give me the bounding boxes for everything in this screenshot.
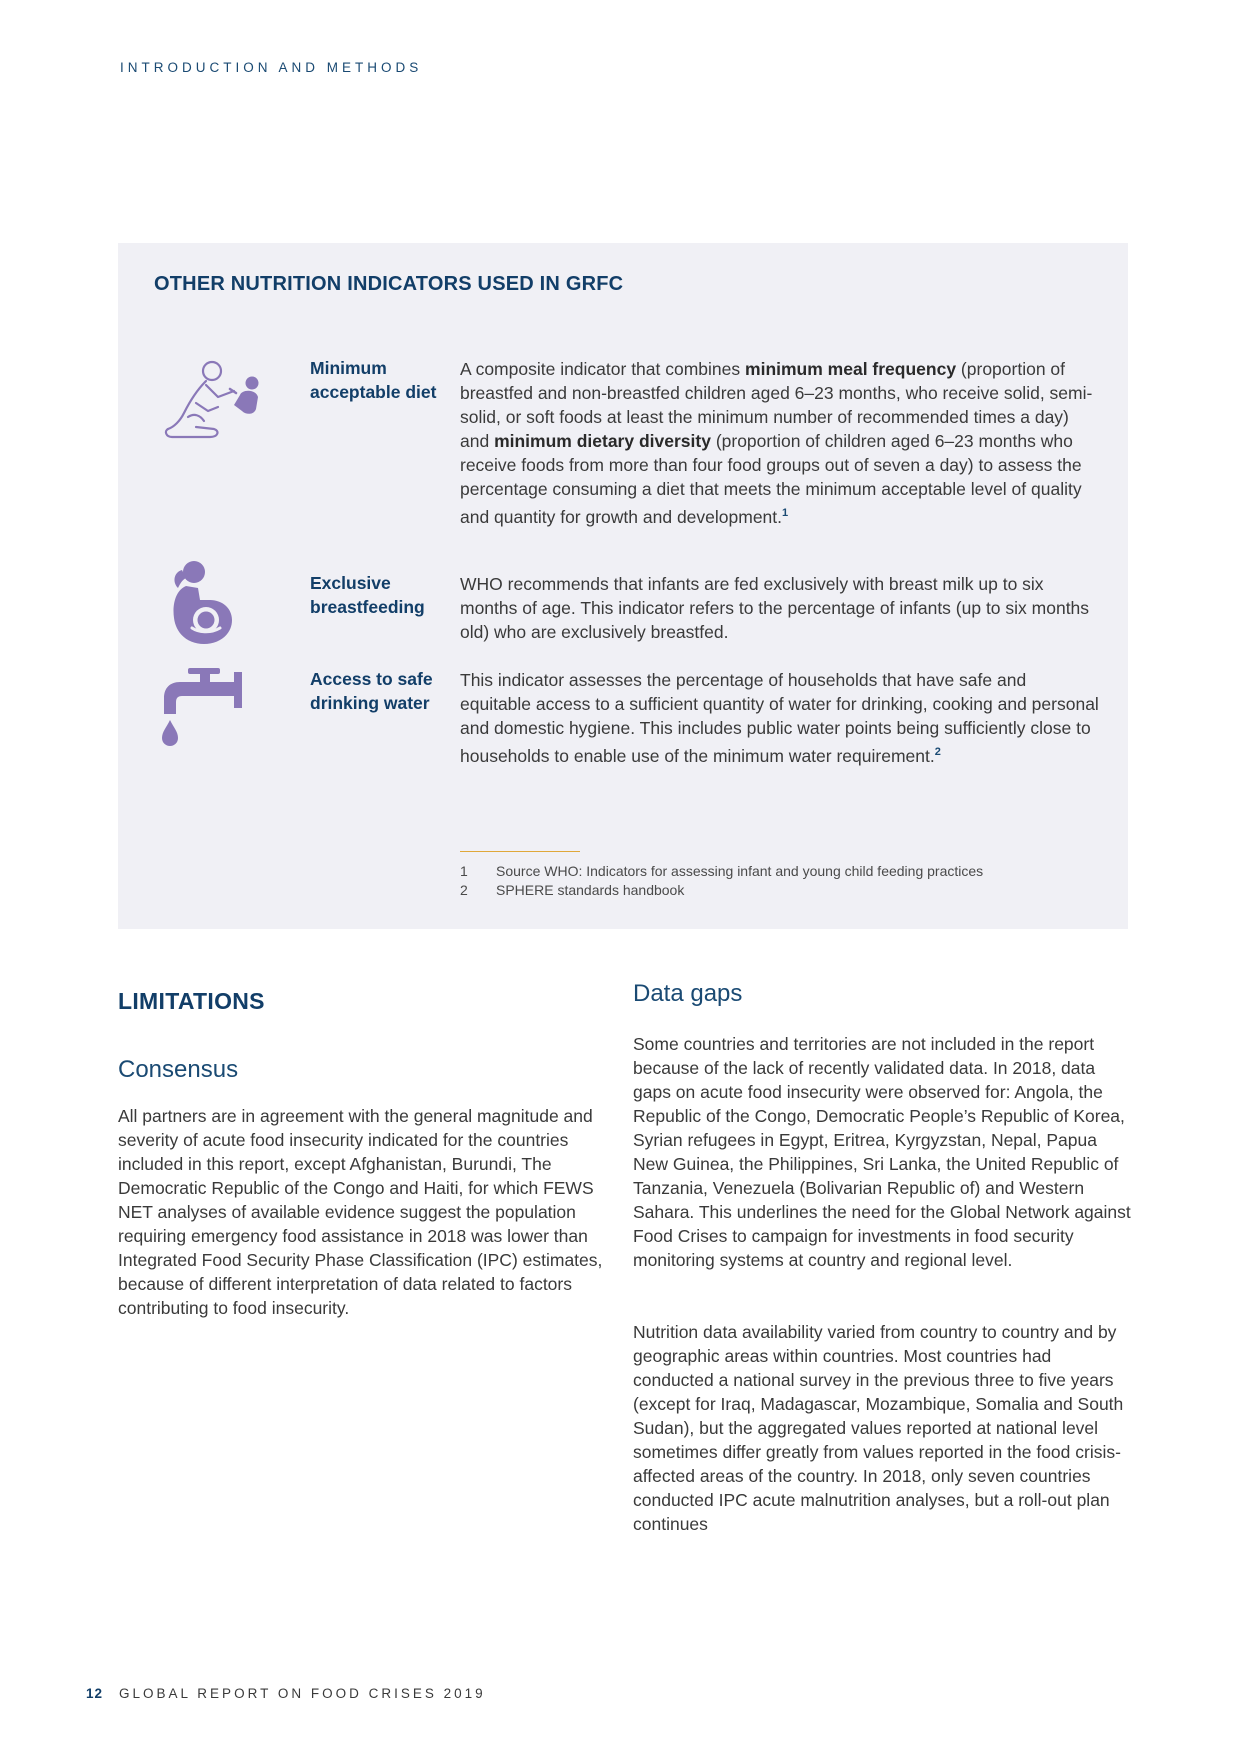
term-minimum-dietary-diversity: minimum dietary diversity	[494, 431, 711, 451]
footnote-ref-2: 2	[934, 746, 941, 758]
indicator-description: This indicator assesses the percentage of households that have safe and equitable access to a sufficient quantity of water for drinking, cooking and personal and domestic hygiene. This includes public water points being sufficiently close to households to enable use of the minimum water requirement.$^2$	[460, 670, 1099, 766]
indicator-label: Exclusive breastfeeding	[310, 573, 425, 617]
indicator-description: A composite indicator that combines minimum meal frequency (proportion of breastfed and non-breastfed children aged 6–23 months, who receive solid, semi-solid, or soft foods at least the minimum number of recommended times a day) and minimum dietary diversity (proportion of children aged 6–23 months who receive foods from more than four food groups out of seven a day) to assess the percentage consuming a diet that meets the minimum acceptable level of quality and quantity for growth and development.$^1$	[460, 359, 1093, 527]
data-gaps-paragraph-1: Some countries and territories are not included in the report because of the lack of recently validated data. In 2018, data gaps on acute food insecurity were observed for: Angola, the Republic of the Congo, Democratic People’s Republic of Korea, Syrian refugees in Egypt, Eritrea, Kyrgyzstan, Nepal, Papua New Guinea, the Philippines, Sri Lanka, the United Republic of Tanzania, Venezuela (Bolivarian Republic of) and Western Sahara. This underlines the need for the Global Network against Food Crises to campaign for investments in food security monitoring systems at country and regional level.	[633, 1034, 1131, 1270]
box-title: OTHER NUTRITION INDICATORS USED IN GRFC	[154, 273, 624, 295]
footnote-divider	[460, 851, 580, 852]
footnote-text: SPHERE standards handbook	[496, 882, 685, 898]
water-tap-icon	[160, 662, 260, 752]
data-gaps-paragraph-2: Nutrition data availability varied from country to country and by geographic areas within countries. Most countries had conducted a national survey in the previous three to five years (except for Iraq, Madagascar, Mozambique, Somalia and South Sudan), but the aggregated values reported at national level sometimes differ greatly from values reported in the food crisis-affected areas of the country. In 2018, only seven countries conducted IPC acute malnutrition analyses, but a roll-out plan continues	[633, 1322, 1124, 1534]
page-footer	[86, 1686, 486, 1701]
footnote	[460, 881, 983, 900]
footnote-text: Source WHO: Indicators for assessing infant and young child feeding practices	[496, 863, 984, 879]
consensus-paragraph: All partners are in agreement with the general magnitude and severity of acute food insecurity indicated for the countries included in this report, except Afghanistan, Burundi, The Democratic Republic of the Congo and Haiti, for which FEWS NET analyses of available evidence suggest the population requiring emergency food assistance in 2018 was lower than Integrated Food Security Phase Classification (IPC) estimates, because of different interpretation of data related to factors contributing to food insecurity.	[118, 1106, 603, 1318]
report-title: GLOBAL REPORT ON FOOD CRISES 2019	[119, 1686, 486, 1701]
footnote	[460, 862, 983, 881]
indicator-label: Access to safe drinking water	[310, 669, 433, 713]
limitations-heading: LIMITATIONS	[118, 988, 265, 1014]
consensus-heading: Consensus	[118, 1056, 239, 1083]
data-gaps-heading: Data gaps	[633, 980, 743, 1007]
footnote-ref-1: 1	[782, 507, 789, 519]
footnotes	[460, 862, 983, 900]
term-minimum-meal-frequency: minimum meal frequency	[745, 359, 957, 379]
nutrition-indicators-box	[118, 243, 1128, 929]
indicator-description: WHO recommends that infants are fed exclusively with breast milk up to six months of age. This indicator refers to the percentage of infants (up to six months old) who are exclusively breastfed.	[460, 574, 1090, 642]
page-number: 12	[86, 1686, 104, 1701]
footnote-number: 2	[460, 882, 468, 898]
indicator-label: Minimum acceptable diet	[310, 358, 437, 402]
breastfeeding-icon	[160, 558, 260, 648]
section-label: INTRODUCTION AND METHODS	[120, 60, 423, 75]
child-feeding-icon	[160, 357, 260, 447]
footnote-number: 1	[460, 863, 468, 879]
